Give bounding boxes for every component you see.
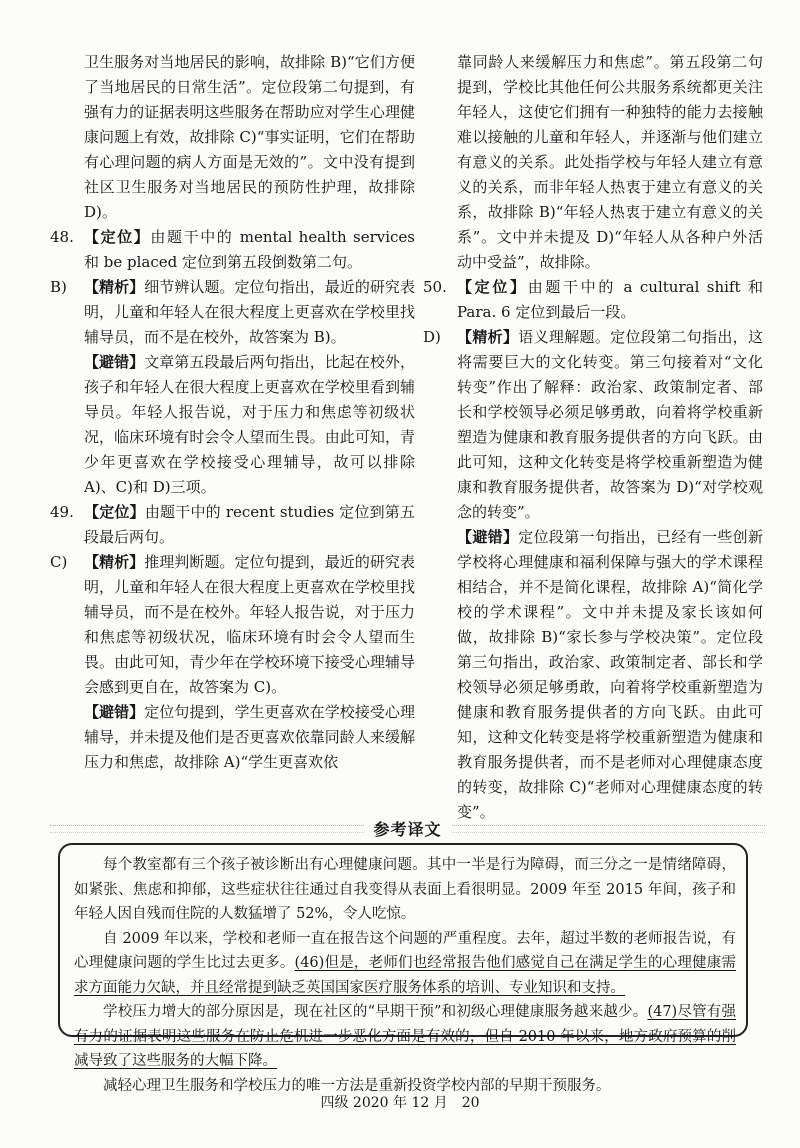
q50-location-text: 由题干中的 a cultural shift 和 Para. 6 定位到最后一段。 bbox=[457, 278, 763, 321]
q49-analysis-text: 推理判断题。定位句提到，最近的研究表明，儿童和年轻人在很大程度上更喜欢在学校里找辅导员，而不是在校外。年轻人报告说，对于压力和焦虑等初级状况，临床环境有时会令人望而生畏。由此可知，青少年在学校环境下接受心理辅导会感到更自在，故答案为 C)。 bbox=[84, 553, 415, 696]
q49-analysis bbox=[50, 550, 415, 700]
q48-number: 48. bbox=[50, 228, 74, 246]
reference-paragraph-1: 每个教室都有三个孩子被诊断出有心理健康问题。其中一半是行为障碍，而三分之一是情绪障碍，如紧张、焦虑和抑郁，这些症状往往通过自我变得从表面上看很明显。2009 年至 2015 年间，孩子和年轻人因自残而住院的人数猛增了 52%，令人吃惊。 bbox=[74, 857, 736, 922]
q48-analysis-text: 细节辨认题。定位句指出，最近的研究表明，儿童和年轻人在很大程度上更喜欢在学校里找辅导员，而不是在校外，故答案为 B)。 bbox=[84, 278, 415, 346]
q49-location-tag: 【定位】 bbox=[84, 503, 145, 521]
q49-number: 49. bbox=[50, 503, 74, 521]
q48-location-tag: 【定位】 bbox=[84, 228, 151, 246]
page-footer: 四级 2020 年 12 月 20 bbox=[320, 1095, 480, 1111]
q49-location-text: 由题干中的 recent studies 定位到第五段最后两句。 bbox=[84, 503, 415, 546]
q48-avoid-tag: 【避错】 bbox=[84, 353, 145, 371]
reference-paragraph-2-text: 自 2009 年以来，学校和老师一直在报告这个问题的严重程度。去年，超过半数的老师报告说，有心理健康问题的学生比过去更多。 bbox=[74, 930, 736, 971]
heading-divider-right bbox=[452, 825, 766, 833]
q49-avoid bbox=[50, 700, 415, 775]
reference-translation-box bbox=[58, 843, 748, 1094]
q50-answer: D) bbox=[423, 328, 441, 346]
reference-paragraph-3 bbox=[74, 1000, 736, 1074]
q49-location bbox=[50, 500, 415, 550]
reference-sentence-46: (46)但是，老师们也经常报告他们感觉自己在满足学生的心理健康需求方面能力欠缺，并且经常提到缺乏英国国家医疗服务体系的培训、专业知识和支持。 bbox=[74, 955, 736, 996]
q48-answer: B) bbox=[50, 278, 67, 296]
left-column bbox=[50, 50, 415, 775]
reference-paragraph-3-text: 学校压力增大的部分原因是，现在社区的“早期干预”和初级心理健康服务越来越少。 bbox=[103, 1004, 648, 1020]
q49-avoid-text: 定位句提到，学生更喜欢在学校接受心理辅导，并未提及他们是否更喜欢依靠同龄人来缓解压力和焦虑，故排除 A)“学生更喜欢依 bbox=[84, 703, 415, 771]
reference-sentence-47: (47)尽管有强有力的证据表明这些服务在防止危机进一步恶化方面是有效的，但自 2010 年以来，地方政府预算的削减导致了这些服务的大幅下降。 bbox=[74, 1004, 737, 1069]
q50-location-tag: 【定位】 bbox=[457, 278, 528, 296]
q50-analysis-tag: 【精析】 bbox=[457, 328, 519, 346]
q49-analysis-tag: 【精析】 bbox=[84, 553, 145, 571]
q48-avoid-text: 文章第五段最后两句指出，比起在校外，孩子和年轻人在很大程度上更喜欢在学校里看到辅导员。年轻人报告说，对于压力和焦虑等初级状况，临床环境有时会令人望而生畏。由此可知，青少年更喜欢在学校接受心理辅导，故可以排除 A)、C)和 D)三项。 bbox=[84, 353, 415, 496]
q50-location bbox=[423, 275, 763, 325]
q50-number: 50. bbox=[423, 278, 447, 296]
q50-analysis-text: 语义理解题。定位段第二句指出，这将需要巨大的文化转变。第三句接着对“文化转变”作出了解释：政治家、政策制定者、部长和学校领导必须足够勇敢，向着将学校重新塑造为健康和教育服务提供者的方向飞跃。由此可知，这种文化转变是将学校重新塑造为健康和教育服务提供者，故答案为 D)“对学校观念的转变”。 bbox=[457, 328, 763, 521]
q48-analysis bbox=[50, 275, 415, 350]
q50-analysis bbox=[423, 325, 763, 525]
q50-avoid bbox=[423, 525, 763, 825]
q48-location bbox=[50, 225, 415, 275]
q48-avoid bbox=[50, 350, 415, 500]
q50-avoid-text: 定位段第一句指出，已经有一些创新学校将心理健康和福利保障与强大的学术课程相结合，并不是简化课程，故排除 A)“简化学校的学术课程”。文中并未提及家长该如何做，故排除 B)“家长参与学校决策”。定位段第三句指出，政治家、政策制定者、部长和学校领导必须足够勇敢，向着将学校重新塑造为健康和教育服务提供者的方向飞跃。由此可知，这种文化转变是将学校重新塑造为健康和教育服务提供者，而不是老师对心理健康态度的转变，故排除 C)“老师对心理健康态度的转变”。 bbox=[457, 528, 763, 821]
heading-divider-left bbox=[50, 825, 364, 833]
q50-avoid-tag: 【避错】 bbox=[457, 528, 519, 546]
reference-heading: 参考译文 bbox=[373, 819, 442, 839]
q48-location-text: 由题干中的 mental health services 和 be placed 定位到第五段倒数第二句。 bbox=[84, 228, 415, 271]
q47-continuation: 卫生服务对当地居民的影响，故排除 B)“它们方便了当地居民的日常生活”。定位段第二句提到，有强有力的证据表明这些服务在帮助应对学生心理健康问题上有效，故排除 C)“事实证明，它们在帮助有心理问题的病人方面是无效的”。文中没有提到社区卫生服务对当地居民的预防性护理，故排除 D)。 bbox=[84, 53, 415, 221]
reference-paragraph-4: 减轻心理卫生服务和学校压力的唯一方法是重新投资学校内部的早期干预服务。 bbox=[103, 1077, 611, 1094]
q49-continuation: 靠同龄人来缓解压力和焦虑”。第五段第二句提到，学校比其他任何公共服务系统都更关注年轻人，这使它们拥有一种独特的能力去接触难以接触的儿童和年轻人，并逐渐与他们建立有意义的关系。此处指学校与年轻人建立有意义的关系，而非年轻人热衷于建立有意义的关系，故排除 B)“年轻人热衷于建立有意义的关系”。文中并未提及 D)“年轻人从各种户外活动中受益”，故排除。 bbox=[457, 53, 763, 271]
q49-answer: C) bbox=[50, 553, 68, 571]
reference-heading-row bbox=[50, 817, 765, 841]
reference-paragraph-2 bbox=[74, 927, 736, 1001]
q48-analysis-tag: 【精析】 bbox=[84, 278, 145, 296]
right-column bbox=[423, 50, 763, 825]
q49-avoid-tag: 【避错】 bbox=[84, 703, 145, 721]
